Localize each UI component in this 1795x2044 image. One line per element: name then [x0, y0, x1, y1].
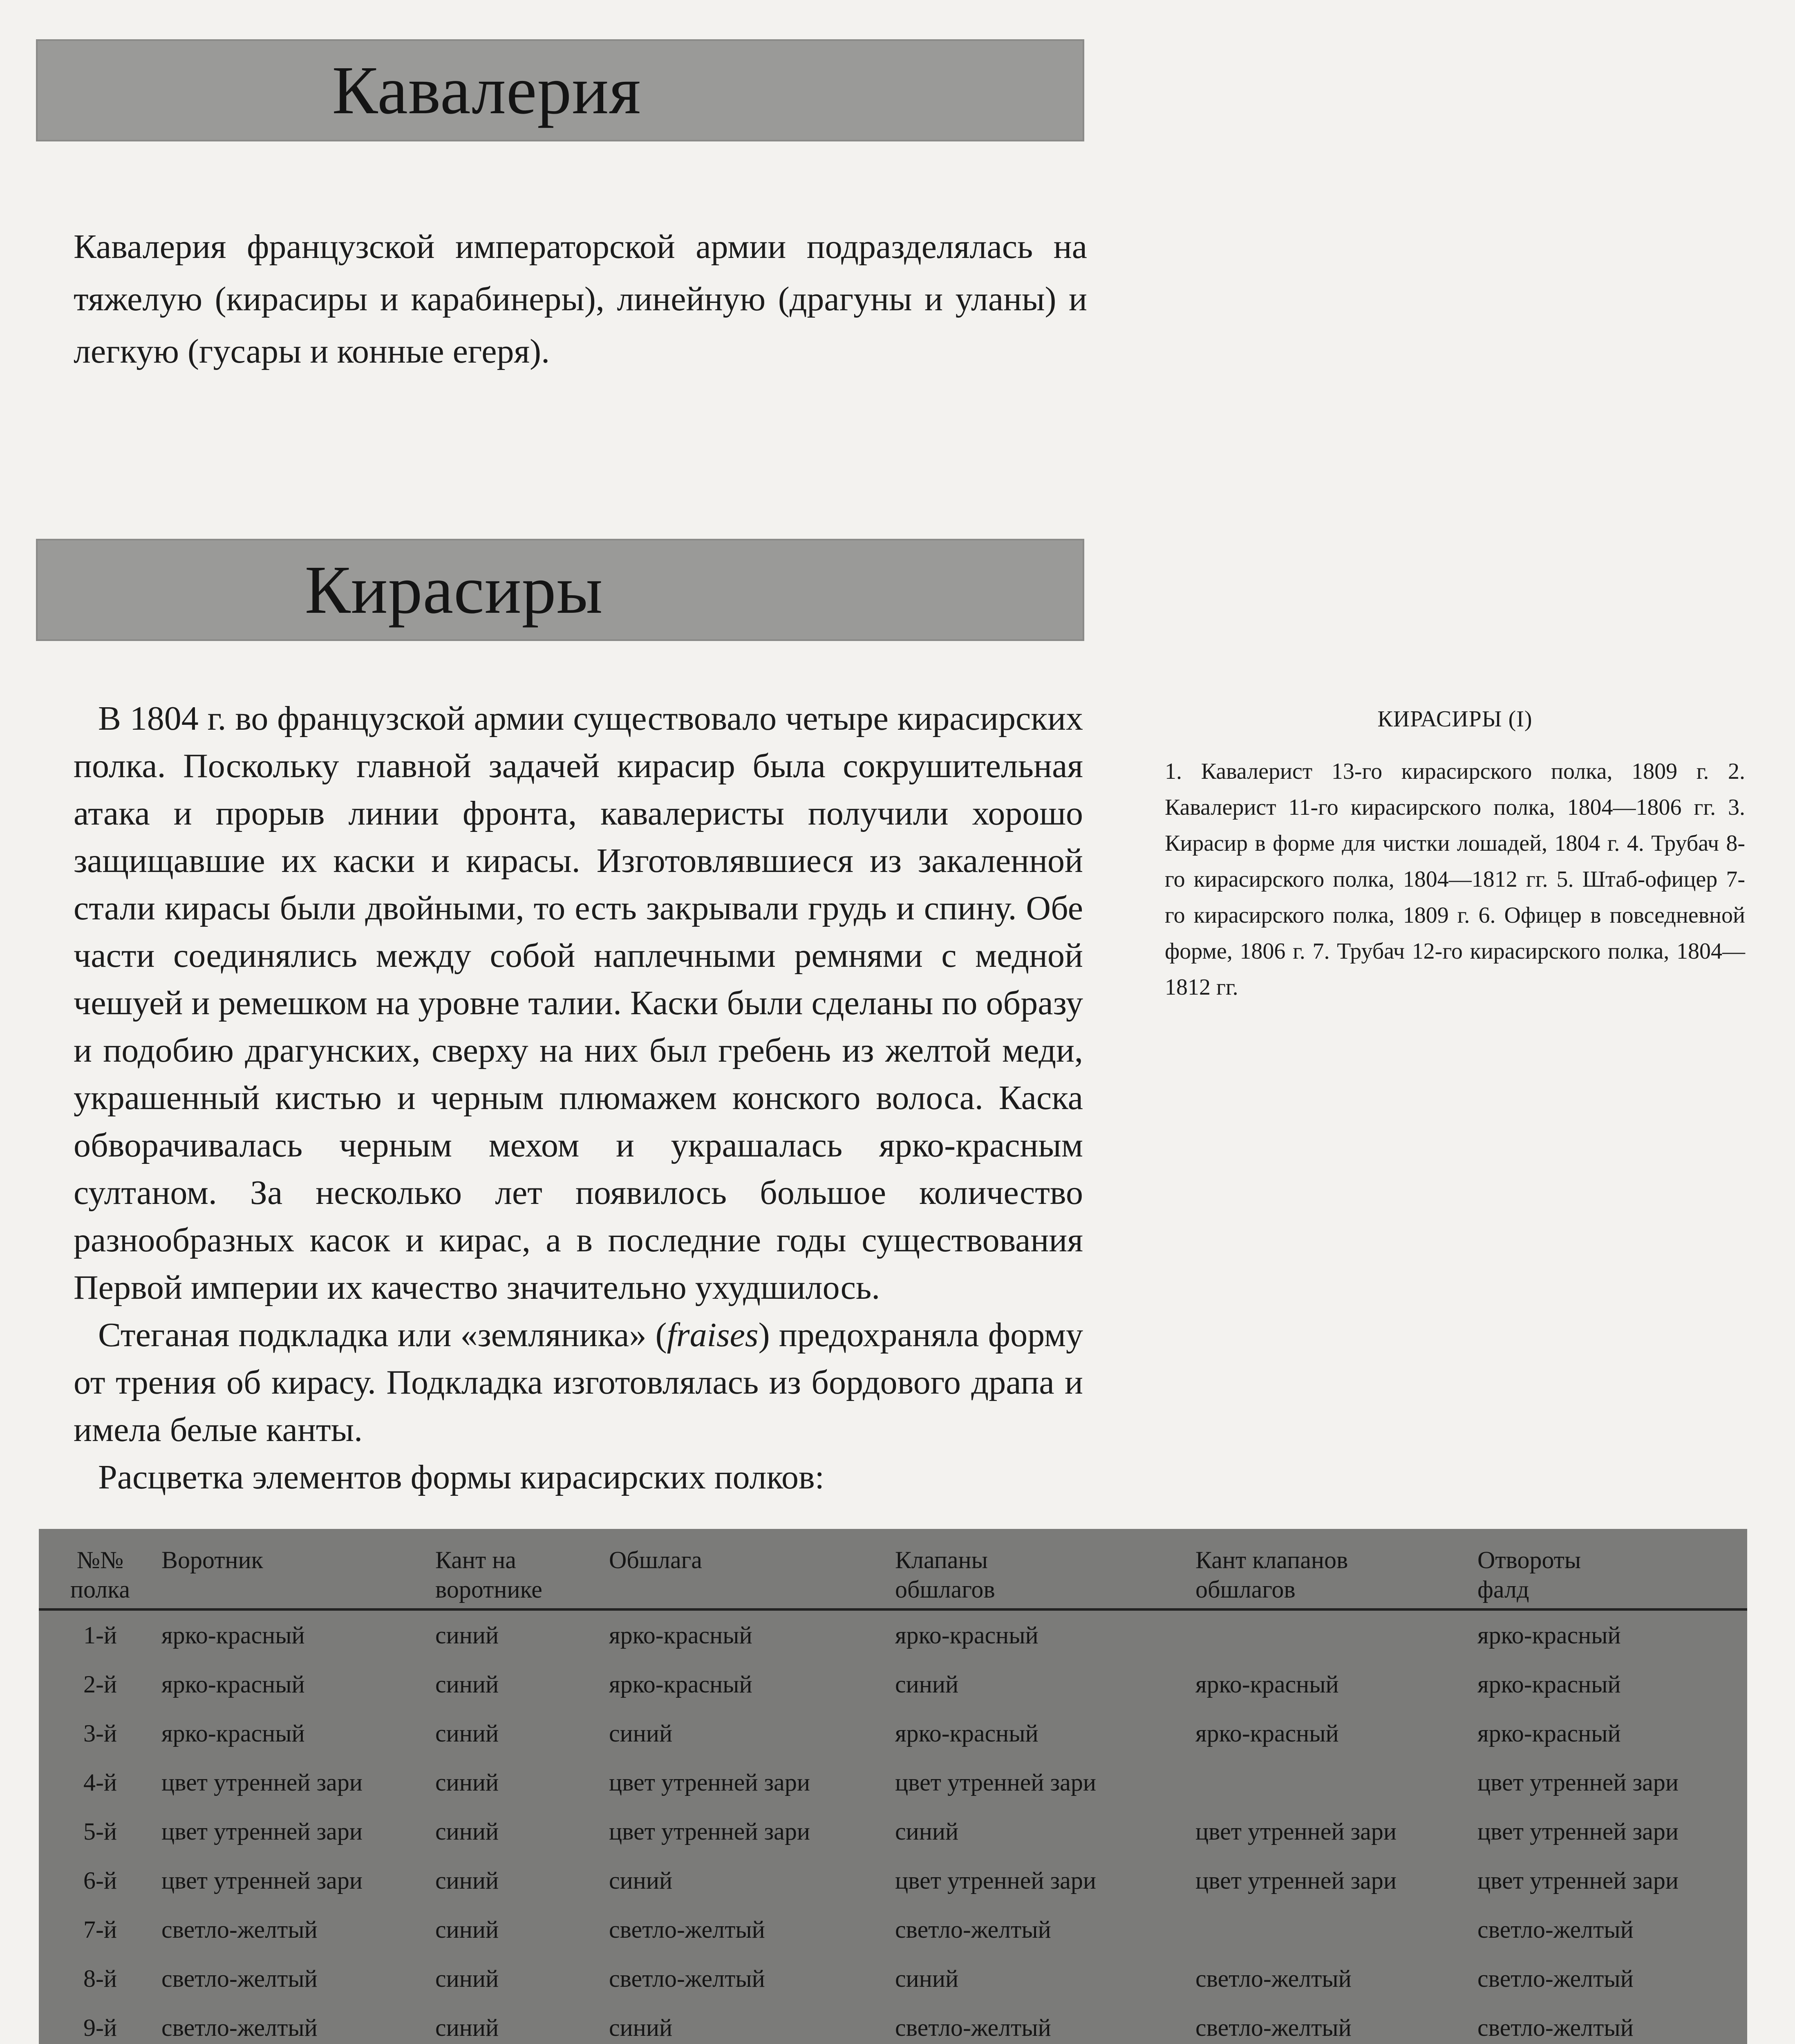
table-row: [39, 1807, 1747, 1856]
table-cell: светло-желтый: [1477, 2014, 1634, 2041]
table-cell: цвет утренней зари: [1477, 1818, 1679, 1845]
table-cell: светло-желтый: [1195, 1965, 1352, 1992]
table-cell: 3-й: [83, 1720, 117, 1747]
table-cell: синий: [435, 1720, 499, 1747]
header-collar-piping: Кант на воротнике: [435, 1546, 542, 1603]
cuirassiers-body: [74, 695, 1083, 1501]
table-cell: ярко-красный: [609, 1622, 752, 1649]
table-cell: светло-желтый: [895, 2014, 1051, 2041]
table-cell: цвет утренней зари: [1195, 1818, 1397, 1845]
table-cell: цвет утренней зари: [895, 1867, 1096, 1894]
header-turnbacks: Отвороты фалд: [1477, 1546, 1581, 1603]
table-cell: светло-желтый: [161, 1916, 318, 1943]
table-cell: светло-желтый: [1477, 1916, 1634, 1943]
paragraph-2-end: ) предохраняла форму от трения об кирасу. Подкладка изготовлялась из бордового драпа и имела белые канты.: [74, 1316, 1083, 1449]
table-cell: 1-й: [83, 1622, 117, 1649]
section-banner-cuirassiers: [36, 539, 1084, 641]
table-row: [39, 1709, 1747, 1758]
table-cell: синий: [895, 1818, 959, 1845]
header-regiment-number: №№ полка: [70, 1546, 130, 1603]
body-paragraph-1: В 1804 г. во французской армии существовало четыре кирасирских полка. Поскольку главной задачей кирасир была сокрушительная атака и прорыв линии фронта, кавалеристы получили хорошо защищавшие их каски и кирасы. Изготовлявшиеся из закаленной стали кирасы были двойными, то есть закрывали грудь и спину. Обе части соединялись между собой наплечными ремнями с медной чешуей и ремешком на уровне талии. Каски были сделаны по образу и подобию драгунских, сверху на них был гребень из желтой меди, украшенный кистью и черным плюмажем конского волоса. Каска обворачивалась черным мехом и украшалась ярко-красным султаном. За несколько лет появилось большое количество разнообразных касок и кирас, а в последние годы существования Первой империи их качество значительно ухудшилось.: [74, 699, 1083, 1307]
table-cell: 8-й: [83, 1965, 117, 1992]
table-row: [39, 1758, 1747, 1807]
caption-title: КИРАСИРЫ (I): [1377, 706, 1533, 732]
table-cell: ярко-красный: [1477, 1720, 1621, 1747]
table-cell: синий: [435, 2014, 499, 2041]
table-cell: 6-й: [83, 1867, 117, 1894]
table-row: [39, 1609, 1747, 1660]
table-cell: синий: [895, 1671, 959, 1698]
table-cell: цвет утренней зари: [1195, 1867, 1397, 1894]
table-cell: светло-желтый: [161, 1965, 318, 1992]
table-cell: [1195, 1609, 1477, 1660]
table-cell: цвет утренней зари: [609, 1769, 810, 1796]
table-cell: синий: [435, 1867, 499, 1894]
table-cell: ярко-красный: [1477, 1622, 1621, 1649]
table-cell: 7-й: [83, 1916, 117, 1943]
table-cell: 4-й: [83, 1769, 117, 1796]
table-cell: синий: [609, 1867, 673, 1894]
table-row: [39, 1905, 1747, 1954]
table-row: [39, 1660, 1747, 1709]
paragraph-2-italic: fraises: [667, 1316, 759, 1354]
table-cell: цвет утренней зари: [895, 1769, 1096, 1796]
table-cell: ярко-красный: [895, 1720, 1039, 1747]
uniform-colors-table-panel: [39, 1529, 1747, 2044]
table-body: [39, 1609, 1747, 2044]
table-cell: синий: [435, 1671, 499, 1698]
table-cell: ярко-красный: [161, 1720, 305, 1747]
table-cell: светло-желтый: [161, 2014, 318, 2041]
section-title-cavalry: Кавалерия: [332, 52, 641, 128]
paragraph-2-start: Стеганая подкладка или «земляника» (: [98, 1316, 667, 1354]
table-cell: 9-й: [83, 2014, 117, 2041]
table-cell: цвет утренней зари: [161, 1818, 363, 1845]
table-row: [39, 2003, 1747, 2044]
table-cell: цвет утренней зари: [1477, 1867, 1679, 1894]
table-cell: светло-желтый: [609, 1965, 765, 1992]
table-cell: светло-желтый: [1477, 1965, 1634, 1992]
table-header-row: [39, 1529, 1747, 1609]
caption-text: 1. Кавалерист 13-го кирасирского полка, 1809 г. 2. Кавалерист 11-го кирасирского полка, 1804—1806 гг. 3. Кирасир в форме для чистки лошадей, 1804 г. 4. Трубач 8-го кирасирского полка, 1804—1812 гг. 5. Штаб-офицер 7-го кирасирского полка, 1809 г. 6. Офицер в повседневной форме, 1806 г. 7. Трубач 12-го кирасирского полка, 1804—1812 гг.: [1165, 759, 1745, 1000]
table-row: [39, 1856, 1747, 1905]
table-cell: ярко-красный: [1195, 1720, 1339, 1747]
section-banner-cavalry: [36, 39, 1084, 141]
table-cell: 2-й: [83, 1671, 117, 1698]
table-cell: синий: [609, 1720, 673, 1747]
table-cell: ярко-красный: [1195, 1671, 1339, 1698]
header-cuff-flap-piping: Кант клапанов обшлагов: [1195, 1546, 1348, 1603]
table-cell: синий: [435, 1965, 499, 1992]
uniform-colors-table: [39, 1529, 1747, 2044]
body-paragraph-2: [74, 1311, 1083, 1454]
table-cell: цвет утренней зари: [161, 1769, 363, 1796]
table-cell: синий: [435, 1916, 499, 1943]
table-cell: синий: [435, 1769, 499, 1796]
illustration-caption: [1165, 701, 1745, 1005]
table-cell: ярко-красный: [609, 1671, 752, 1698]
table-cell: цвет утренней зари: [161, 1867, 363, 1894]
table-intro-text: Расцветка элементов формы кирасирских полков:: [98, 1458, 825, 1496]
table-cell: ярко-красный: [161, 1671, 305, 1698]
table-cell: синий: [609, 2014, 673, 2041]
header-cuff-flaps: Клапаны обшлагов: [895, 1546, 995, 1603]
table-cell: цвет утренней зари: [1477, 1769, 1679, 1796]
table-cell: светло-желтый: [609, 1916, 765, 1943]
table-cell: ярко-красный: [161, 1622, 305, 1649]
table-cell: 5-й: [83, 1818, 117, 1845]
section-title-cuirassiers: Кирасиры: [304, 552, 603, 628]
table-cell: ярко-красный: [1477, 1671, 1621, 1698]
table-cell: синий: [435, 1818, 499, 1845]
cavalry-intro-text: Кавалерия французской императорской армии подразделялась на тяжелую (кирасиры и карабинеры), линейную (драгуны и уланы) и легкую (гусары и конные егеря).: [74, 228, 1087, 370]
table-cell: [1195, 1905, 1477, 1954]
table-cell: синий: [895, 1965, 959, 1992]
table-cell: [1195, 1758, 1477, 1807]
header-collar: Воротник: [161, 1546, 263, 1573]
table-row: [39, 1954, 1747, 2003]
table-cell: цвет утренней зари: [609, 1818, 810, 1845]
table-cell: синий: [435, 1622, 499, 1649]
table-cell: ярко-красный: [895, 1622, 1039, 1649]
header-cuffs: Обшлага: [609, 1546, 702, 1573]
table-cell: светло-желтый: [895, 1916, 1051, 1943]
table-cell: светло-желтый: [1195, 2014, 1352, 2041]
